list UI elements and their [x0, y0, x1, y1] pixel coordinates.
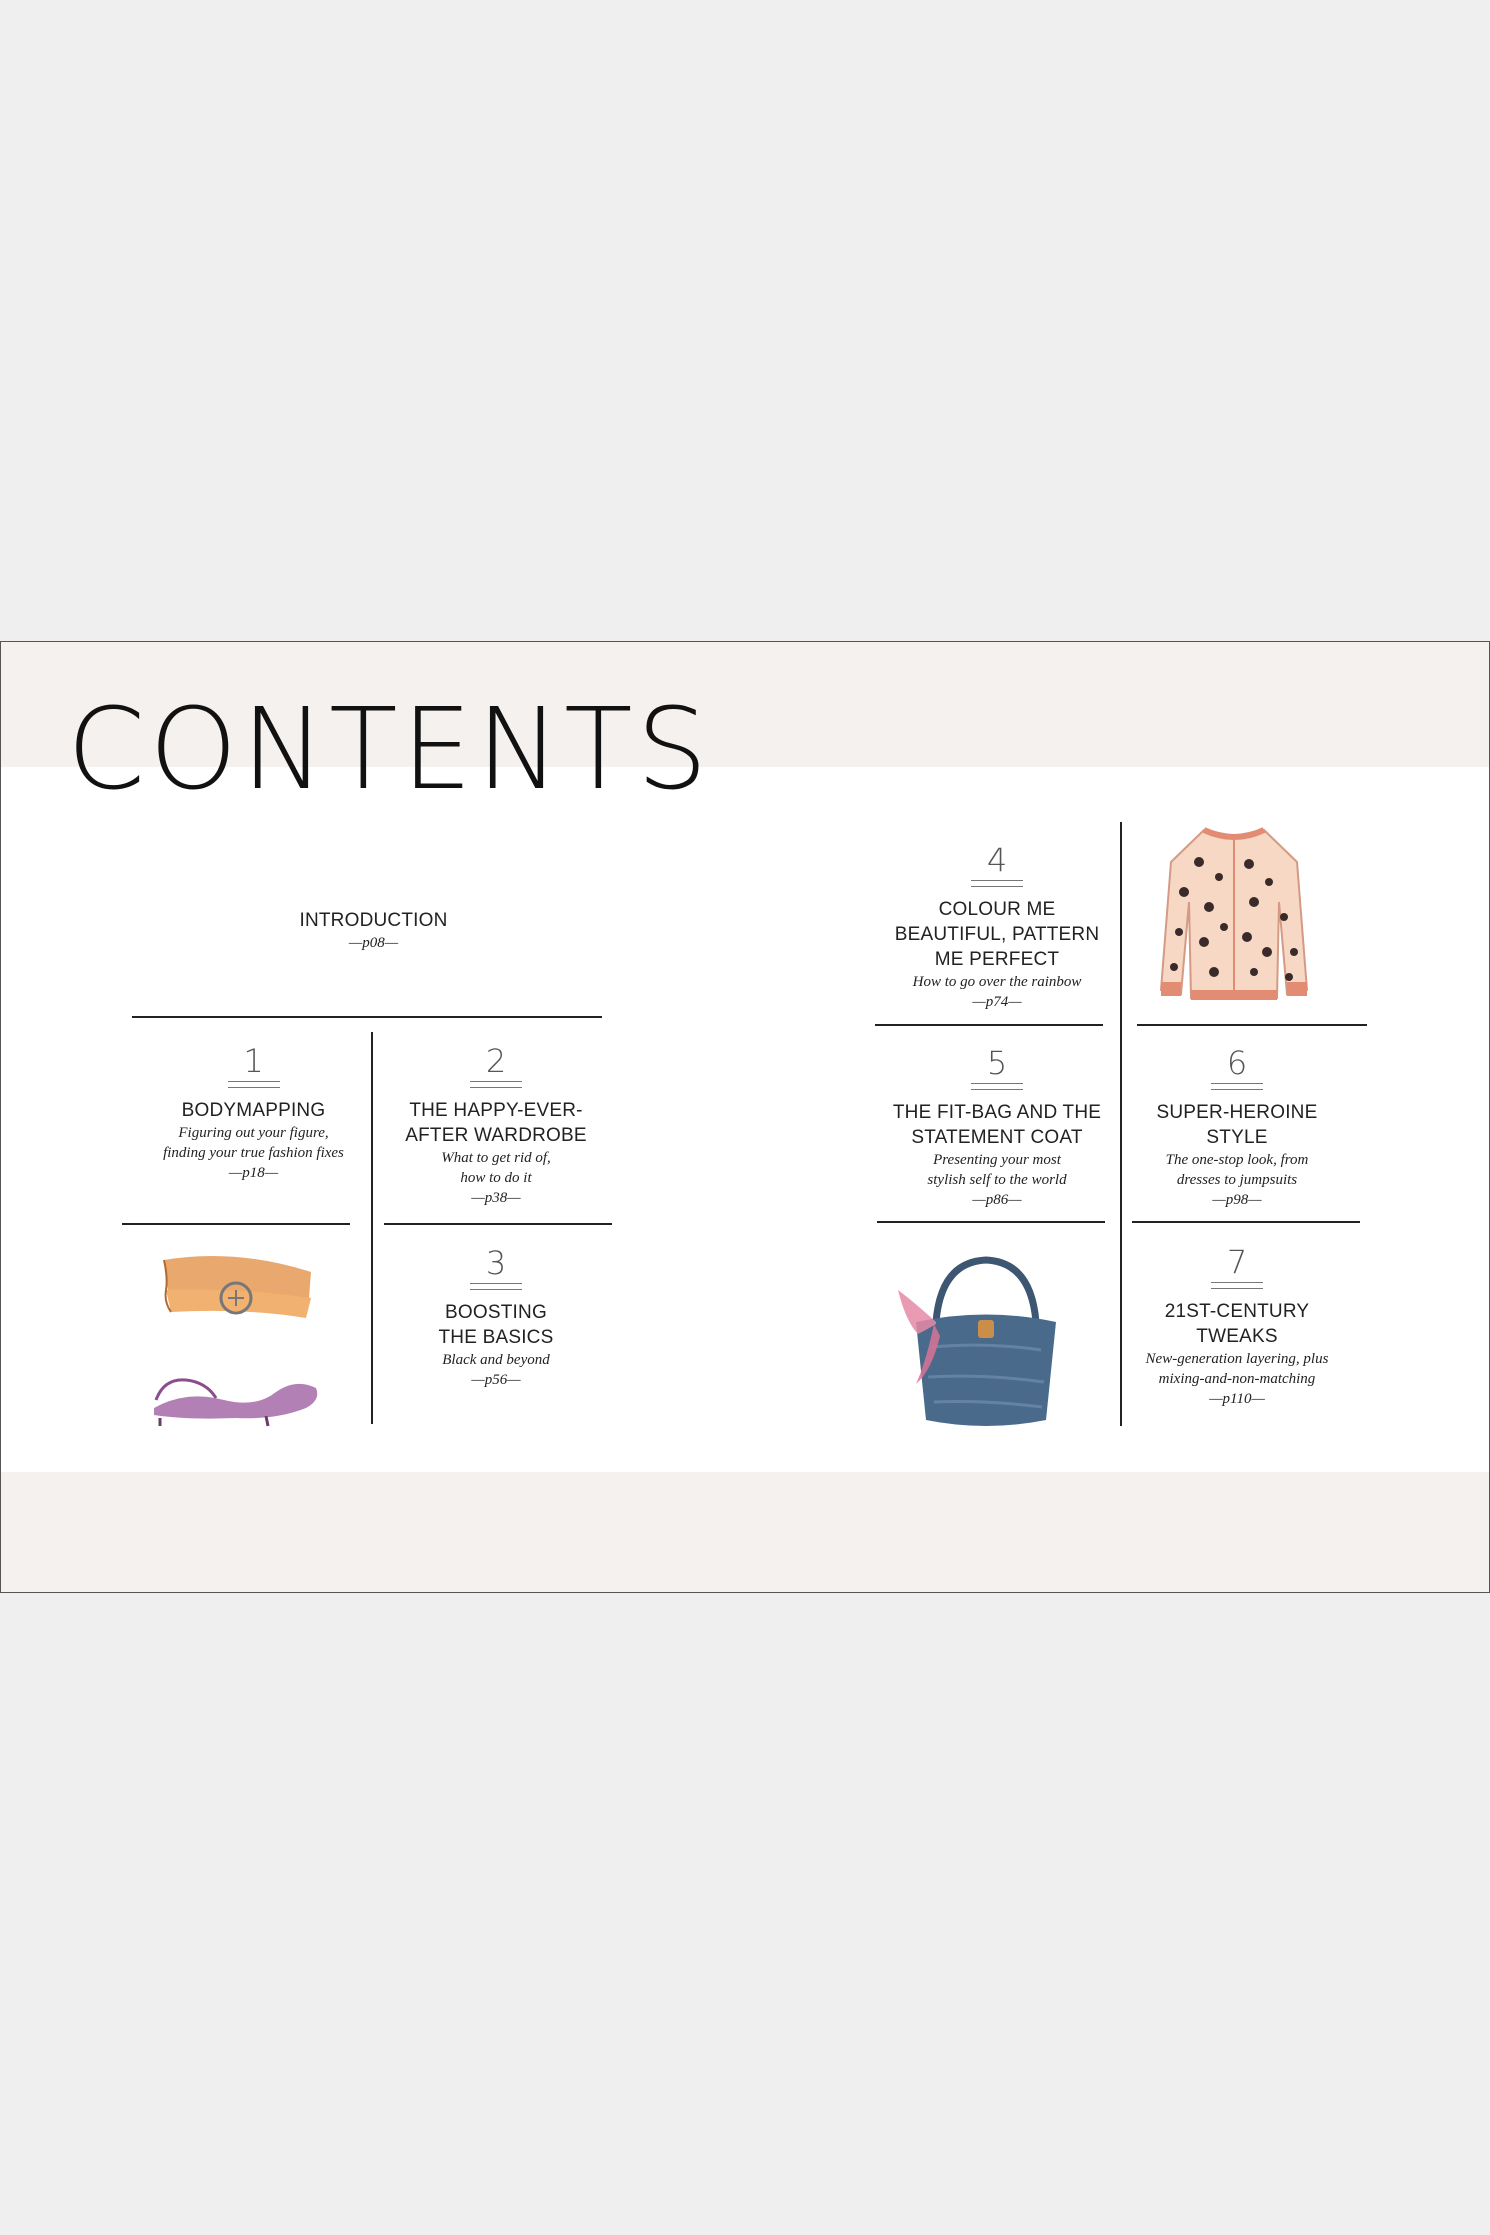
divider [1120, 822, 1122, 1426]
divider [122, 1223, 350, 1225]
chapter-title: THE HAPPY-EVER- [409, 1100, 583, 1121]
belt-and-shoe-illustration [146, 1250, 331, 1435]
chapter-number: 1 [243, 1042, 264, 1080]
chapter-title: STATEMENT COAT [911, 1127, 1083, 1148]
chapter-subtitle: The one-stop look, from [1165, 1152, 1309, 1168]
chapter-title: AFTER WARDROBE [405, 1125, 587, 1146]
chapter-subtitle: Figuring out your figure, [178, 1125, 329, 1141]
chapter-page: —p18— [228, 1165, 279, 1181]
chapter-number: 6 [1226, 1044, 1248, 1082]
number-rule [971, 880, 1023, 887]
divider [384, 1223, 612, 1225]
divider [877, 1221, 1105, 1223]
toc-chapter-7[interactable] [1129, 1243, 1345, 1409]
toc-chapter-1[interactable] [131, 1042, 376, 1183]
chapter-subtitle: Black and beyond [442, 1352, 550, 1368]
toc-introduction[interactable] [251, 908, 496, 953]
intro-label: INTRODUCTION [299, 910, 448, 931]
chapter-title: THE FIT-BAG AND THE [892, 1102, 1102, 1123]
chapter-subtitle: New-generation layering, plus [1145, 1351, 1329, 1367]
page-title: CONTENTS [67, 685, 712, 815]
chapter-page: —p56— [471, 1372, 521, 1388]
number-rule [971, 1083, 1023, 1090]
toc-chapter-5[interactable] [877, 1044, 1117, 1210]
intro-page: —p08— [348, 935, 399, 951]
chapter-page: —p74— [972, 994, 1022, 1010]
chapter-subtitle: stylish self to the world [927, 1172, 1067, 1188]
shoe-icon [154, 1380, 317, 1426]
chapter-subtitle: mixing-and-non-matching [1158, 1371, 1316, 1387]
number-rule [1211, 1083, 1263, 1090]
chapter-page: —p98— [1212, 1192, 1262, 1208]
book-spread [0, 641, 1490, 1593]
chapter-page: —p110— [1209, 1391, 1265, 1407]
chapter-title: STYLE [1206, 1127, 1268, 1148]
chapter-number: 7 [1226, 1243, 1248, 1281]
number-rule [1211, 1282, 1263, 1289]
number-rule [228, 1081, 280, 1088]
chapter-title: 21ST-CENTURY [1164, 1301, 1310, 1322]
chapter-title: COLOUR ME [938, 899, 1056, 920]
chapter-title: SUPER-HEROINE [1156, 1102, 1318, 1123]
belt-icon [164, 1256, 311, 1318]
toc-chapter-2[interactable] [381, 1042, 611, 1208]
number-rule [470, 1283, 522, 1290]
blue-handbag-illustration [896, 1252, 1066, 1432]
chapter-title: BODYMAPPING [181, 1100, 326, 1121]
chapter-page: —p38— [471, 1190, 521, 1206]
chapter-title: THE BASICS [438, 1327, 554, 1348]
chapter-subtitle: dresses to jumpsuits [1176, 1172, 1298, 1188]
leopard-jacket-illustration [1149, 822, 1319, 1012]
chapter-page: —p86— [972, 1192, 1022, 1208]
chapter-title: ME PERFECT [934, 949, 1060, 970]
number-rule [470, 1081, 522, 1088]
chapter-number: 4 [986, 841, 1008, 879]
chapter-number: 3 [485, 1244, 507, 1282]
chapter-title: BEAUTIFUL, PATTERN [894, 924, 1100, 945]
chapter-subtitle: What to get rid of, [441, 1150, 551, 1166]
divider [132, 1016, 602, 1018]
divider [875, 1024, 1103, 1026]
toc-chapter-6[interactable] [1129, 1044, 1345, 1210]
chapter-title: BOOSTING [445, 1302, 547, 1323]
chapter-subtitle: How to go over the rainbow [912, 974, 1082, 990]
chapter-number: 2 [485, 1042, 507, 1080]
toc-chapter-3[interactable] [381, 1244, 611, 1390]
chapter-subtitle: Presenting your most [933, 1152, 1061, 1168]
toc-chapter-4[interactable] [877, 841, 1117, 1012]
chapter-title: TWEAKS [1196, 1326, 1278, 1347]
chapter-subtitle: finding your true fashion fixes [163, 1145, 344, 1161]
divider [1132, 1221, 1360, 1223]
chapter-number: 5 [986, 1044, 1008, 1082]
divider [1137, 1024, 1367, 1026]
chapter-subtitle: how to do it [460, 1170, 532, 1186]
